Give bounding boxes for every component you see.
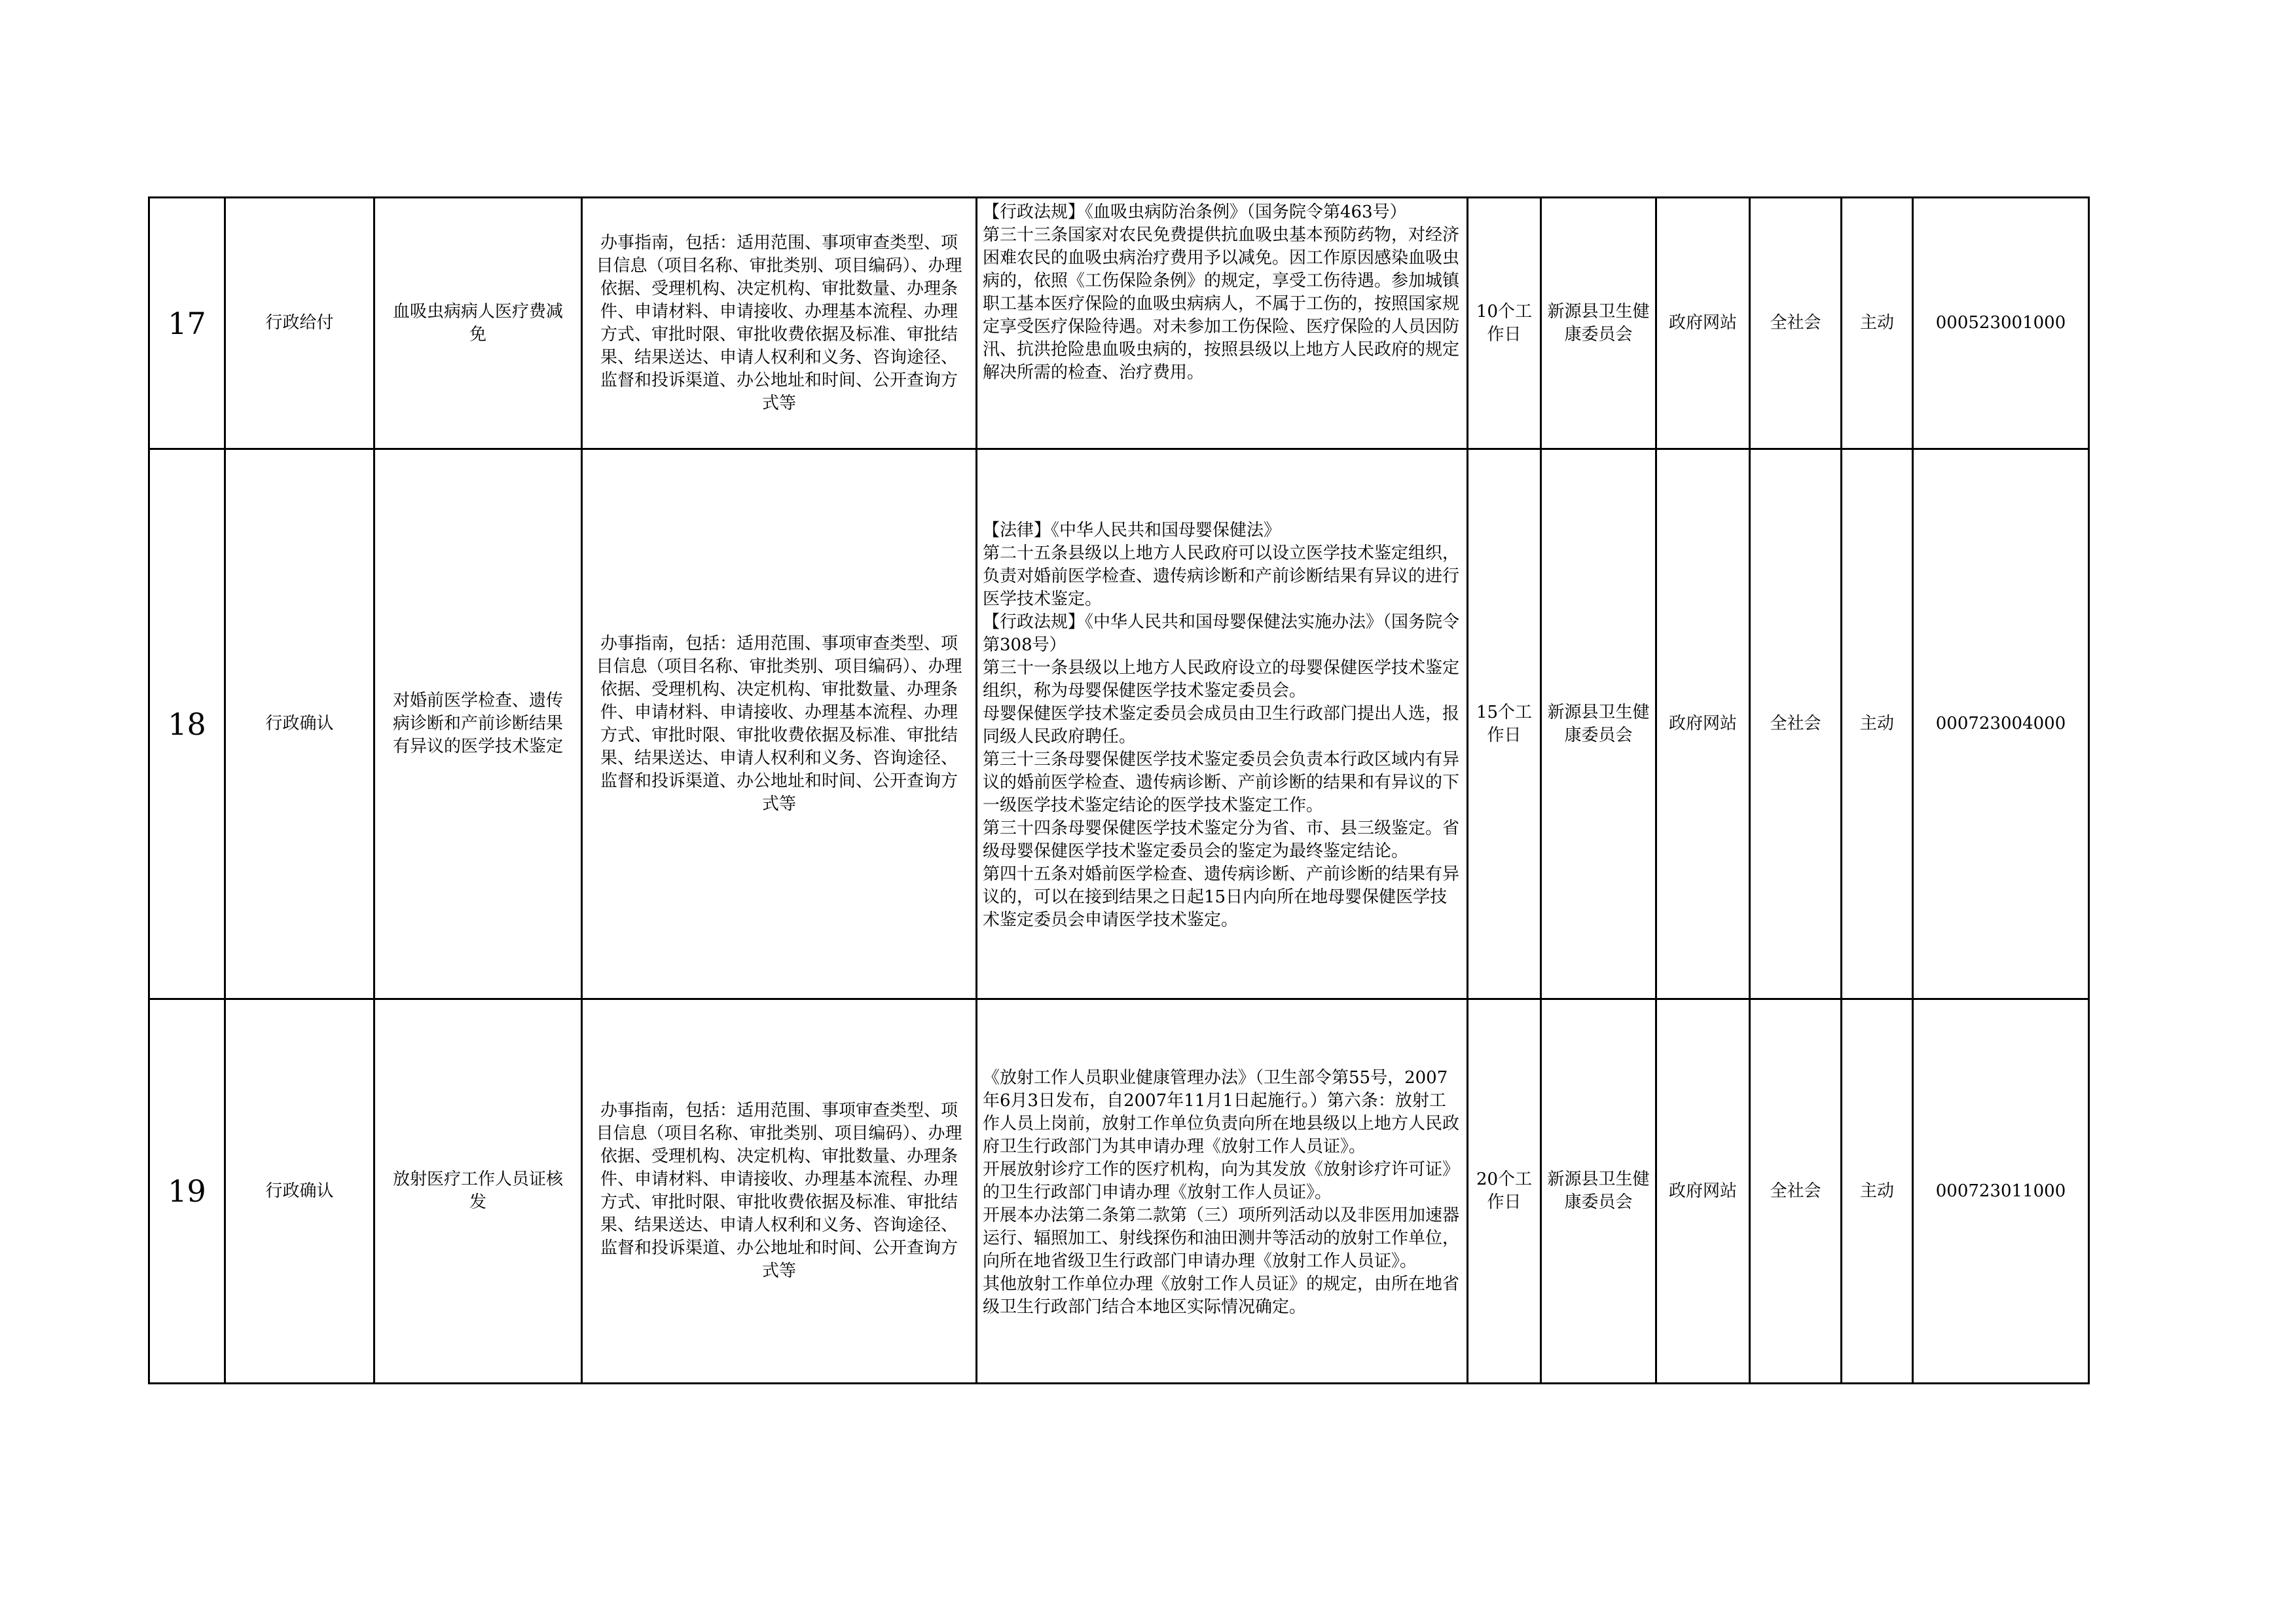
disclosure-content: 办事指南，包括：适用范围、事项审查类型、项目信息（项目名称、审批类别、项目编码）、办理依据、受理机构、决定机构、审批数量、办理条件、申请材料、申请接收、办理基本流程、办理方式、审批时限、审批收费依据及标准、审批结果、结果送达、申请人权利和义务、咨询途径、监督和投诉渠道、办公地址和时间、公开查询方式等 xyxy=(582,449,977,999)
disclosure-subject: 新源县卫生健康委员会 xyxy=(1541,999,1656,1384)
disclosure-channel: 政府网站 xyxy=(1656,999,1750,1384)
item-category: 行政给付 xyxy=(225,198,374,449)
disclosure-subject: 新源县卫生健康委员会 xyxy=(1541,198,1656,449)
basis-paragraph: 第三十四条母婴保健医学技术鉴定分为省、市、县三级鉴定。省级母婴保健医学技术鉴定委员会的鉴定为最终鉴定结论。 xyxy=(983,818,1460,861)
disclosure-channel: 政府网站 xyxy=(1656,198,1750,449)
time-limit: 20个工作日 xyxy=(1468,999,1541,1384)
row-number: 19 xyxy=(149,999,225,1384)
item-code: 000523001000 xyxy=(1913,198,2089,449)
disclosure-channel: 政府网站 xyxy=(1656,449,1750,999)
disclosure-scope: 全社会 xyxy=(1750,198,1842,449)
item-code: 000723004000 xyxy=(1913,449,2089,999)
table-row xyxy=(149,999,2089,1384)
item-name: 血吸虫病病人医疗费减免 xyxy=(374,198,582,449)
item-category: 行政确认 xyxy=(225,999,374,1384)
legal-basis xyxy=(977,449,1468,999)
disclosure-content: 办事指南，包括：适用范围、事项审查类型、项目信息（项目名称、审批类别、项目编码）、办理依据、受理机构、决定机构、审批数量、办理条件、申请材料、申请接收、办理基本流程、办理方式、审批时限、审批收费依据及标准、审批结果、结果送达、申请人权利和义务、咨询途径、监督和投诉渠道、办公地址和时间、公开查询方式等 xyxy=(582,999,977,1384)
disclosure-content: 办事指南，包括：适用范围、事项审查类型、项目信息（项目名称、审批类别、项目编码）、办理依据、受理机构、决定机构、审批数量、办理条件、申请材料、申请接收、办理基本流程、办理方式、审批时限、审批收费依据及标准、审批结果、结果送达、申请人权利和义务、咨询途径、监督和投诉渠道、办公地址和时间、公开查询方式等 xyxy=(582,198,977,449)
table-row xyxy=(149,449,2089,999)
basis-paragraph: 开展本办法第二条第二款第（三）项所列活动以及非医用加速器运行、辐照加工、射线探伤和油田测井等活动的放射工作单位，向所在地省级卫生行政部门申请办理《放射工作人员证》。 xyxy=(983,1205,1460,1271)
basis-paragraph: 其他放射工作单位办理《放射工作人员证》的规定，由所在地省级卫生行政部门结合本地区实际情况确定。 xyxy=(983,1274,1460,1317)
basis-paragraph: 《放射工作人员职业健康管理办法》（卫生部令第55号，2007年6月3日发布，自2007年11月1日起施行。）第六条：放射工作人员上岗前，放射工作单位负责向所在地县级以上地方人民政府卫生行政部门为其申请办理《放射工作人员证》。 xyxy=(983,1067,1460,1156)
item-name: 对婚前医学检查、遗传病诊断和产前诊断结果有异议的医学技术鉴定 xyxy=(374,449,582,999)
time-limit: 15个工作日 xyxy=(1468,449,1541,999)
basis-paragraph: 第三十三条国家对农民免费提供抗血吸虫基本预防药物，对经济困难农民的血吸虫病治疗费用予以减免。因工作原因感染血吸虫病的，依照《工伤保险条例》的规定，享受工伤待遇。参加城镇职工基本医疗保险的血吸虫病病人，不属于工伤的，按照国家规定享受医疗保险待遇。对未参加工伤保险、医疗保险的人员因防汛、抗洪抢险患血吸虫病的，按照县级以上地方人民政府的规定解决所需的检查、治疗费用。 xyxy=(983,225,1460,382)
disclosure-mode: 主动 xyxy=(1842,999,1913,1384)
legal-basis xyxy=(977,999,1468,1384)
item-category: 行政确认 xyxy=(225,449,374,999)
basis-paragraph: 【行政法规】《中华人民共和国母婴保健法实施办法》（国务院令第308号） xyxy=(983,612,1460,655)
item-name: 放射医疗工作人员证核发 xyxy=(374,999,582,1384)
basis-paragraph: 开展放射诊疗工作的医疗机构，向为其发放《放射诊疗许可证》的卫生行政部门申请办理《放射工作人员证》。 xyxy=(983,1159,1460,1202)
legal-basis xyxy=(977,198,1468,449)
disclosure-mode: 主动 xyxy=(1842,198,1913,449)
row-number: 18 xyxy=(149,449,225,999)
basis-paragraph: 第三十一条县级以上地方人民政府设立的母婴保健医学技术鉴定组织，称为母婴保健医学技术鉴定委员会。 xyxy=(983,657,1460,701)
disclosure-table xyxy=(148,196,2090,1384)
basis-paragraph: 【法律】《中华人民共和国母婴保健法》 xyxy=(983,520,1281,540)
table-row xyxy=(149,198,2089,449)
basis-paragraph: 第三十三条母婴保健医学技术鉴定委员会负责本行政区域内有异议的婚前医学检查、遗传病诊断、产前诊断的结果和有异议的下一级医学技术鉴定结论的医学技术鉴定工作。 xyxy=(983,749,1460,815)
disclosure-mode: 主动 xyxy=(1842,449,1913,999)
item-code: 000723011000 xyxy=(1913,999,2089,1384)
basis-paragraph: 【行政法规】《血吸虫病防治条例》（国务院令第463号） xyxy=(983,202,1407,222)
time-limit: 10个工作日 xyxy=(1468,198,1541,449)
disclosure-subject: 新源县卫生健康委员会 xyxy=(1541,449,1656,999)
basis-paragraph: 第四十五条对婚前医学检查、遗传病诊断、产前诊断的结果有异议的，可以在接到结果之日起15日内向所在地母婴保健医学技术鉴定委员会申请医学技术鉴定。 xyxy=(983,864,1460,930)
row-number: 17 xyxy=(149,198,225,449)
basis-paragraph: 第二十五条县级以上地方人民政府可以设立医学技术鉴定组织，负责对婚前医学检查、遗传病诊断和产前诊断结果有异议的进行医学技术鉴定。 xyxy=(983,543,1460,609)
basis-paragraph: 母婴保健医学技术鉴定委员会成员由卫生行政部门提出人选，报同级人民政府聘任。 xyxy=(983,703,1460,747)
disclosure-scope: 全社会 xyxy=(1750,449,1842,999)
disclosure-scope: 全社会 xyxy=(1750,999,1842,1384)
